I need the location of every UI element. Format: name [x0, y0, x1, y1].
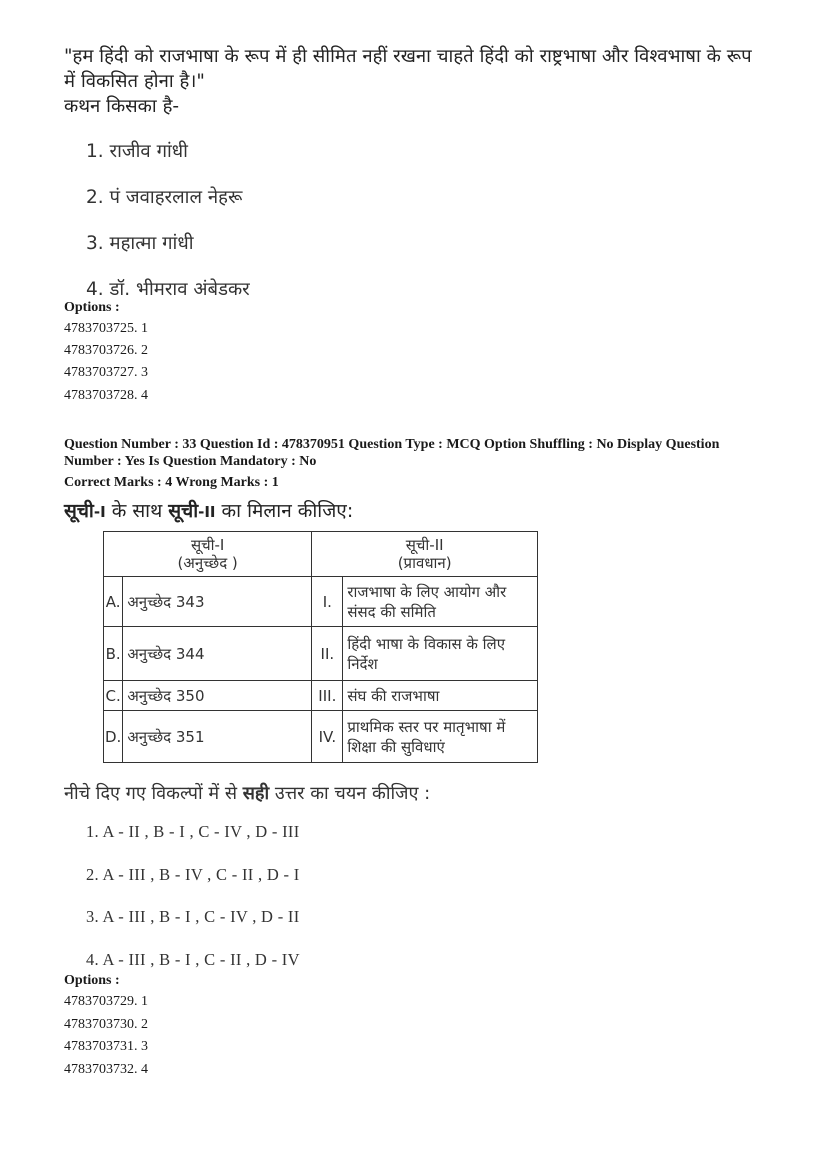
row-article: अनुच्छेद 344 — [123, 627, 312, 681]
q33-select-instruction — [64, 781, 430, 805]
q33-choice-1: 1. A - II , B - I , C - IV , D - III — [86, 822, 300, 841]
q32-option-2: 4783703726. 2 — [64, 343, 148, 358]
row-label: A. — [104, 577, 123, 627]
select-correct: सही — [242, 783, 270, 804]
instr-text: के साथ — [105, 500, 169, 522]
meta-line: Question Number : 33 Question Id : 478370951 Question Type : MCQ Option Shuffling : No Display Question — [64, 437, 720, 452]
instr-list1: सूची — [64, 500, 94, 522]
q32-option-3: 4783703727. 3 — [64, 365, 148, 380]
header-line: (प्रावधान) — [397, 554, 452, 572]
q33-option-4: 4783703732. 4 — [64, 1062, 148, 1077]
q33-option-3: 4783703731. 3 — [64, 1039, 148, 1054]
q33-choice-3: 3. A - III , B - I , C - IV , D - II — [86, 907, 300, 926]
table-row — [104, 681, 538, 711]
q33-choice-2: 2. A - III , B - IV , C - II , D - I — [86, 865, 300, 884]
row-roman: III. — [312, 681, 343, 711]
row-label: C. — [104, 681, 123, 711]
row-provision: राजभाषा के लिए आयोग और संसद की समिति — [343, 577, 538, 627]
stem-line: में विकसित होना है।" — [64, 71, 205, 92]
instr-list1-num: -I — [93, 503, 106, 521]
row-roman: IV. — [312, 711, 343, 763]
row-label: B. — [104, 627, 123, 681]
meta-line: Correct Marks : 4 Wrong Marks : 1 — [64, 475, 279, 490]
instr-list2-num: -II — [198, 503, 216, 521]
q33-meta — [64, 436, 764, 491]
table-header-list2 — [312, 532, 538, 577]
row-provision: हिंदी भाषा के विकास के लिए निर्देश — [343, 627, 538, 681]
q33-option-2: 4783703730. 2 — [64, 1017, 148, 1032]
header-line: सूची-II — [405, 536, 444, 554]
table-header-list1 — [104, 532, 312, 577]
q33-options-label: Options : — [64, 973, 120, 988]
question-32-stem — [64, 44, 784, 119]
match-table — [103, 531, 538, 763]
row-label: D. — [104, 711, 123, 763]
q32-choice-3: 3. महात्मा गांधी — [86, 233, 194, 254]
q33-option-1: 4783703729. 1 — [64, 994, 148, 1009]
q33-choice-4: 4. A - III , B - I , C - II , D - IV — [86, 950, 300, 969]
meta-line: Number : Yes Is Question Mandatory : No — [64, 454, 317, 469]
q32-choice-1: 1. राजीव गांधी — [86, 141, 188, 162]
table-row — [104, 711, 538, 763]
q32-option-4: 4783703728. 4 — [64, 388, 148, 403]
stem-line: कथन किसका है- — [64, 96, 180, 117]
header-line: सूची-I — [190, 536, 225, 554]
row-roman: II. — [312, 627, 343, 681]
instr-list2: सूची — [168, 500, 199, 522]
header-line: (अनुच्छेद ) — [177, 554, 238, 572]
row-article: अनुच्छेद 351 — [123, 711, 312, 763]
table-row — [104, 627, 538, 681]
select-text: नीचे दिए गए विकल्पों में से — [64, 783, 243, 804]
q32-choice-2: 2. पं जवाहरलाल नेहरू — [86, 187, 243, 208]
table-row — [104, 577, 538, 627]
row-provision: प्राथमिक स्तर पर मातृभाषा में शिक्षा की सुविधाएं — [343, 711, 538, 763]
select-text: उत्तर का चयन कीजिए : — [269, 783, 431, 804]
q33-instruction — [64, 497, 353, 523]
row-provision: संघ की राजभाषा — [343, 681, 538, 711]
row-article: अनुच्छेद 350 — [123, 681, 312, 711]
q32-choice-4: 4. डॉ. भीमराव अंबेडकर — [86, 279, 250, 300]
q32-option-1: 4783703725. 1 — [64, 321, 148, 336]
row-article: अनुच्छेद 343 — [123, 577, 312, 627]
q32-options-label: Options : — [64, 300, 120, 315]
stem-line: "हम हिंदी को राजभाषा के रूप में ही सीमित नहीं रखना चाहते हिंदी को राष्ट्रभाषा और विश्वभाषा के रूप — [64, 46, 752, 67]
instr-text: का मिलान कीजिए: — [215, 500, 354, 522]
row-roman: I. — [312, 577, 343, 627]
